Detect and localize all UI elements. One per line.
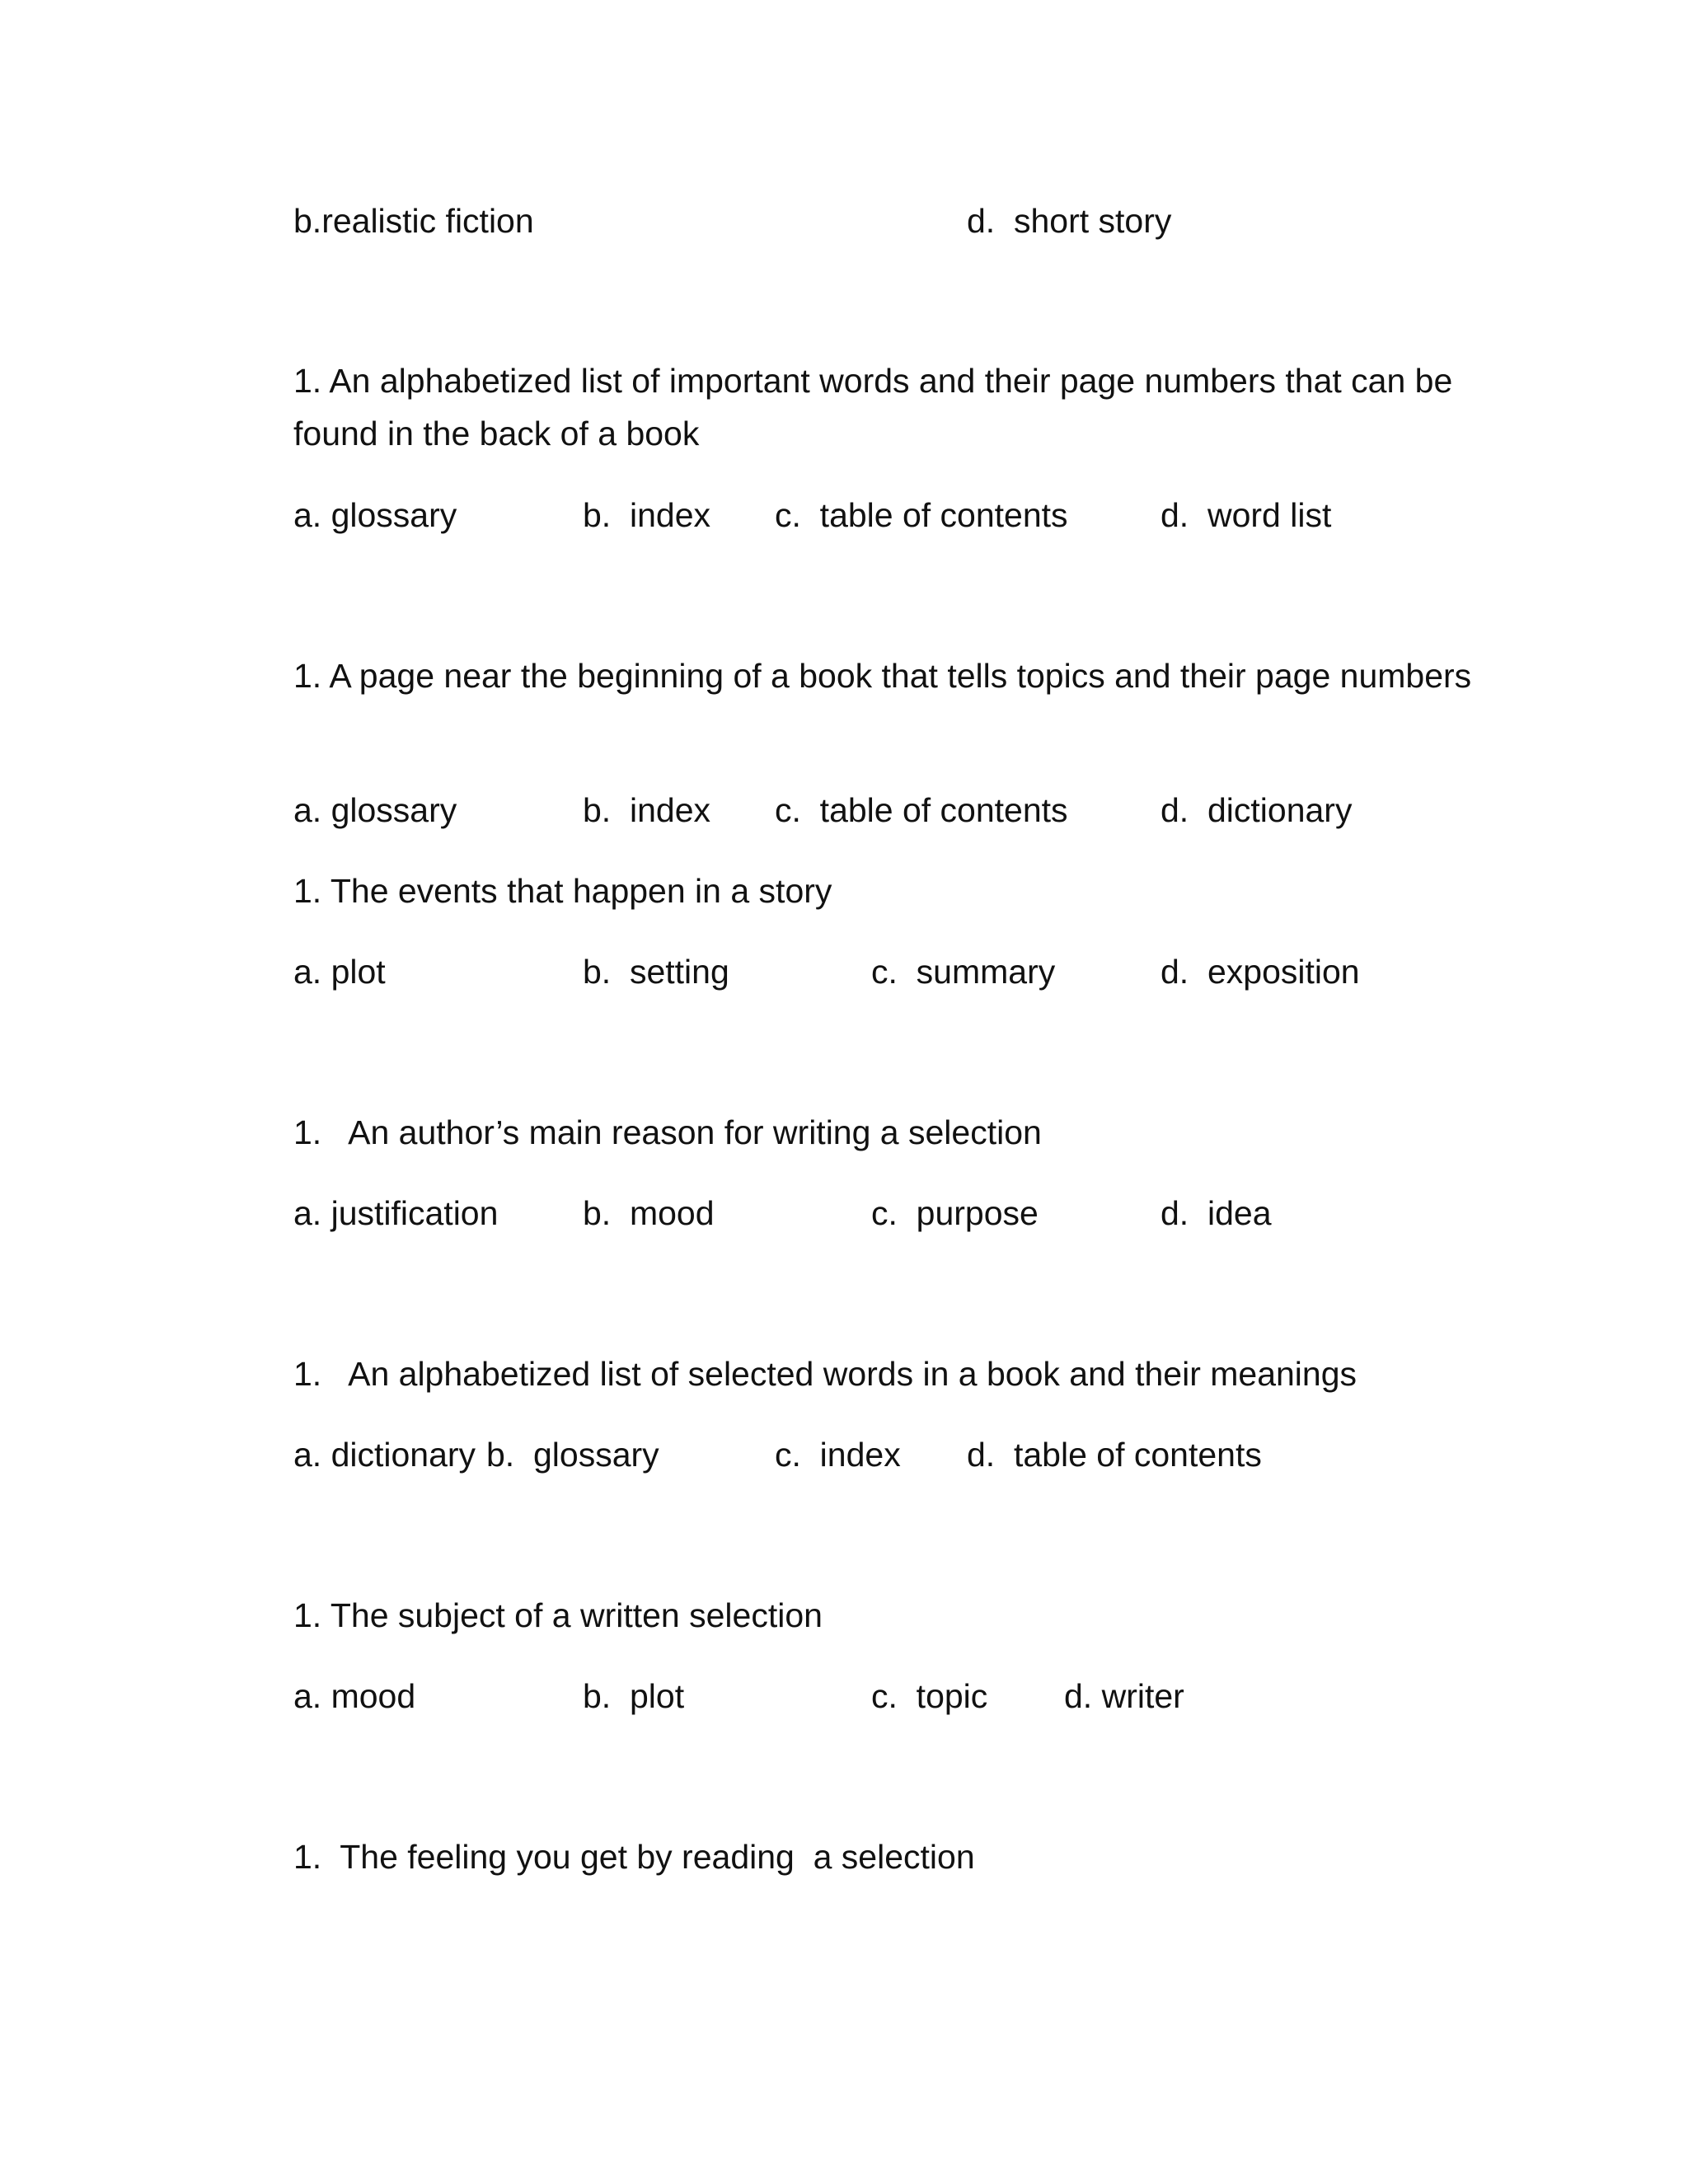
option-d: d. dictionary — [1160, 791, 1353, 829]
option-a: a. glossary — [293, 791, 457, 829]
option-c: c. index — [775, 1436, 901, 1474]
option-d: d. table of contents — [967, 1436, 1262, 1474]
question-text: 1. An alphabetized list of important words and their page numbers that can be found in the back of a book — [293, 362, 1453, 452]
option-c: c. table of contents — [775, 496, 1068, 534]
option-a: a. justification — [293, 1194, 499, 1232]
option-c: c. table of contents — [775, 791, 1068, 829]
option-d: d. word list — [1160, 496, 1332, 534]
option-c: c. purpose — [871, 1194, 1039, 1232]
option-b-realistic-fiction: b.realistic fiction — [293, 202, 534, 240]
question-text: 1. A page near the beginning of a book that tells topics and their page numbers — [293, 657, 1472, 695]
option-b: b. index — [583, 791, 710, 829]
option-b: b. setting — [583, 953, 729, 991]
option-c: c. topic — [871, 1677, 988, 1715]
option-a: a. mood — [293, 1677, 416, 1715]
question-text: 1. The events that happen in a story — [293, 872, 832, 910]
option-d: d. exposition — [1160, 953, 1360, 991]
question-text: 1. The feeling you get by reading a selection — [293, 1838, 975, 1876]
question-text: 1. The subject of a written selection — [293, 1596, 823, 1634]
option-b: b. glossary — [486, 1436, 659, 1474]
option-b: b. plot — [583, 1677, 685, 1715]
question-text: 1. An author’s main reason for writing a selection — [293, 1113, 1042, 1151]
option-d-short-story: d. short story — [967, 202, 1172, 240]
option-b: b. index — [583, 496, 710, 534]
option-b: b. mood — [583, 1194, 715, 1232]
option-a: a. plot — [293, 953, 386, 991]
option-a: a. glossary — [293, 496, 457, 534]
option-d: d. writer — [1064, 1677, 1184, 1715]
option-d: d. idea — [1160, 1194, 1272, 1232]
option-c: c. summary — [871, 953, 1056, 991]
option-a: a. dictionary — [293, 1436, 476, 1474]
question-text: 1. An alphabetized list of selected words in a book and their meanings — [293, 1355, 1357, 1393]
